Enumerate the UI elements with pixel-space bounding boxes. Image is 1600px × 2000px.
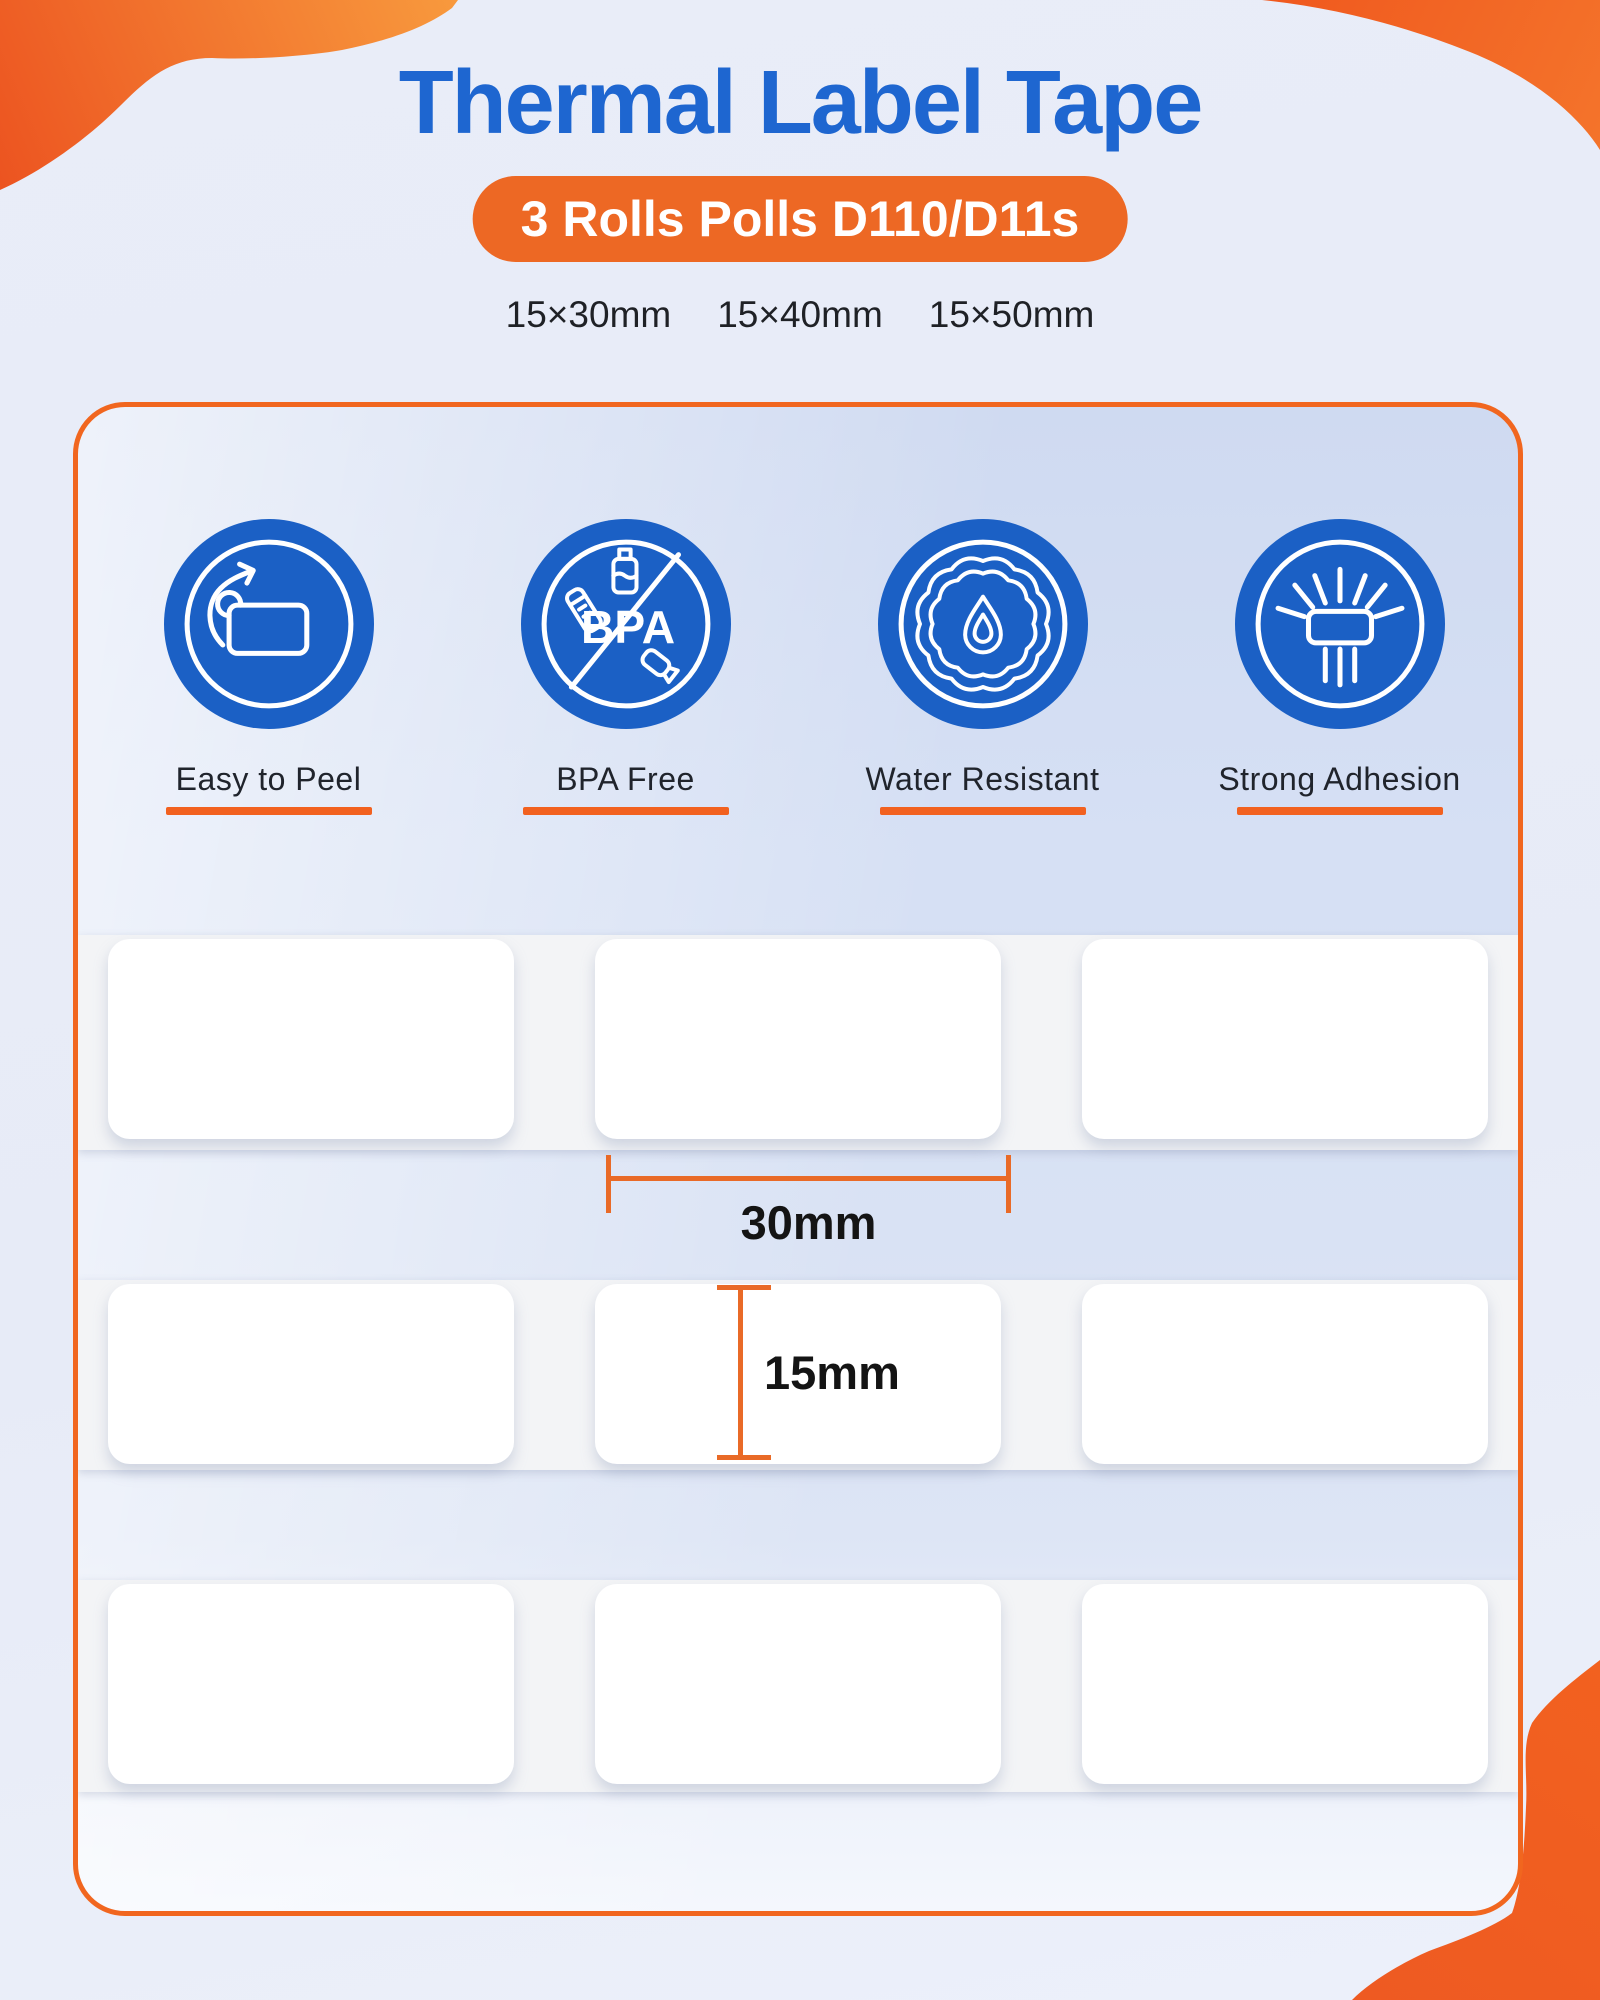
blank-label-card [1082, 1584, 1488, 1784]
height-dimension-line [738, 1285, 743, 1460]
blank-label-card [595, 1584, 1001, 1784]
blank-label-card [1082, 1284, 1488, 1464]
blank-label-card [1082, 939, 1488, 1139]
feature-underline [1237, 807, 1443, 815]
height-dimension-label: 15mm [764, 1346, 900, 1399]
label-strip-row-3 [78, 1580, 1518, 1792]
peel-label-icon [164, 519, 374, 729]
page-title: Thermal Label Tape [398, 53, 1202, 153]
dimension-tick [717, 1285, 771, 1290]
feature-label: Easy to Peel [175, 761, 362, 797]
water-drop-icon [878, 519, 1088, 729]
label-strip-row-1 [78, 935, 1518, 1150]
feature-label: BPA Free [556, 761, 695, 797]
feature-underline [523, 807, 729, 815]
blank-label-card [108, 1284, 514, 1464]
blank-label-card [108, 939, 514, 1139]
blank-label-card [595, 939, 1001, 1139]
feature-underline [166, 807, 372, 815]
feature-label: Strong Adhesion [1218, 761, 1461, 797]
size-item: 15×40mm [717, 294, 883, 335]
size-list [0, 294, 1600, 336]
width-dimension-label: 30mm [740, 1196, 877, 1249]
size-item: 15×30mm [505, 294, 672, 335]
size-item: 15×50mm [928, 294, 1095, 335]
width-dimension-line [607, 1176, 1010, 1181]
svg-text:BPA: BPA [580, 600, 675, 653]
adhesive-burst-icon [1235, 519, 1445, 729]
feature-underline [880, 807, 1086, 815]
blank-label-card [108, 1584, 514, 1784]
bpa-free-icon [521, 519, 731, 729]
rolls-badge: 3 Rolls Polls D110/D11s [473, 176, 1128, 262]
feature-label: Water Resistant [865, 761, 1100, 797]
dimension-tick [717, 1455, 771, 1460]
product-panel [73, 402, 1523, 1916]
